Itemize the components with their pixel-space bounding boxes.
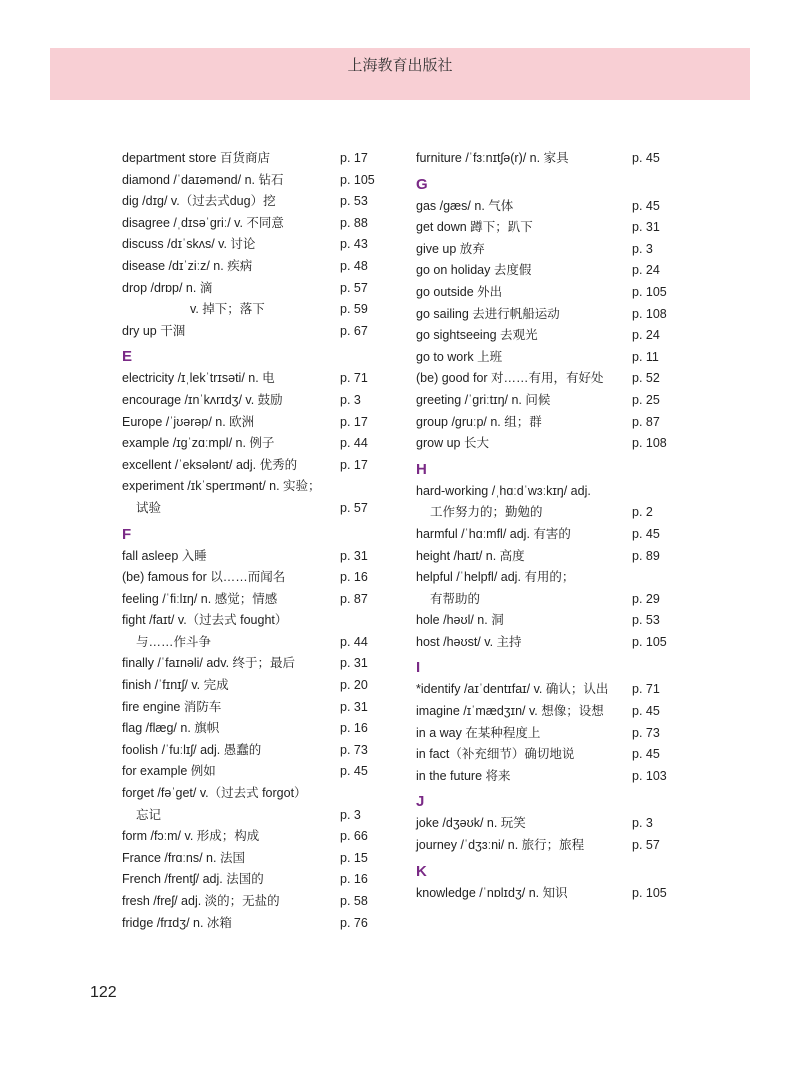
- section-letter: I: [416, 659, 421, 677]
- glossary-entry: [122, 455, 392, 477]
- entry-page-ref: p. 17: [340, 457, 368, 472]
- entry-page-ref: p. 16: [340, 872, 368, 887]
- entry-term: 有帮助的: [430, 591, 481, 606]
- entry-term: discuss /dɪˈskʌs/ v. 讨论: [122, 237, 256, 252]
- glossary-entry: [122, 783, 392, 805]
- glossary-entry: [416, 217, 686, 239]
- section-letter: K: [416, 862, 427, 880]
- entry-term: for example 例如: [122, 764, 216, 779]
- glossary-entry: [122, 213, 392, 235]
- glossary-entry: [122, 299, 392, 321]
- glossary-entry: [416, 148, 686, 170]
- entry-page-ref: p. 105: [632, 284, 667, 299]
- entry-term: finish /ˈfɪnɪʃ/ v. 完成: [122, 678, 229, 693]
- entry-term: knowledge /ˈnɒlɪdʒ/ n. 知识: [416, 885, 568, 900]
- entry-page-ref: p. 44: [340, 634, 368, 649]
- entry-term: dig /dɪg/ v.（过去式dug）挖: [122, 194, 276, 209]
- entry-page-ref: p. 17: [340, 414, 368, 429]
- entry-term: department store 百货商店: [122, 151, 270, 165]
- entry-term: finally /ˈfaɪnəli/ adv. 终于；最后: [122, 656, 296, 671]
- entry-page-ref: p. 45: [632, 526, 660, 541]
- entry-page-ref: p. 71: [340, 371, 368, 386]
- entry-page-ref: p. 3: [340, 807, 361, 822]
- glossary-entry: [416, 546, 686, 568]
- entry-term: excellent /ˈeksələnt/ adj. 优秀的: [122, 457, 298, 472]
- entry-term: height /haɪt/ n. 高度: [416, 548, 525, 563]
- entry-term: forget /fəˈget/ v.（过去式 forgot）: [122, 786, 307, 801]
- glossary-entry: [416, 632, 686, 654]
- glossary-entry: [122, 610, 392, 632]
- entry-page-ref: p. 44: [340, 436, 368, 451]
- entry-term: flag /flæg/ n. 旗帜: [122, 721, 220, 736]
- glossary-entry: [122, 567, 392, 589]
- glossary-entry: [416, 567, 686, 589]
- entry-term: feeling /ˈfiːlɪŋ/ n. 感觉；情感: [122, 591, 278, 606]
- entry-term: go sightseeing 去观光: [416, 328, 538, 343]
- entry-term: fight /faɪt/ v.（过去式 fought）: [122, 613, 288, 628]
- entry-page-ref: p. 59: [340, 302, 368, 317]
- glossary-entry: [122, 718, 392, 740]
- entry-page-ref: p. 108: [632, 436, 667, 451]
- glossary-entry: [122, 278, 392, 300]
- glossary-entry: [416, 412, 686, 434]
- section-letter: H: [416, 460, 427, 478]
- glossary-entry: [122, 826, 392, 848]
- entry-term: hard-working /ˌhɑːdˈwɜːkɪŋ/ adj.: [416, 483, 591, 498]
- glossary-entry: [416, 723, 686, 745]
- glossary-entry: [122, 675, 392, 697]
- glossary-entry: [416, 744, 686, 766]
- entry-term: greeting /ˈgriːtɪŋ/ n. 问候: [416, 392, 551, 407]
- entry-page-ref: p. 105: [632, 885, 667, 900]
- entry-term: France /frɑːns/ n. 法国: [122, 850, 245, 865]
- glossary-entry: [122, 476, 392, 498]
- entry-page-ref: p. 29: [632, 591, 660, 606]
- glossary-entry: [122, 433, 392, 455]
- entry-term: electricity /ɪˌlekˈtrɪsəti/ n. 电: [122, 371, 275, 386]
- entry-page-ref: p. 52: [632, 371, 660, 386]
- entry-term: v. 掉下；落下: [190, 302, 265, 317]
- glossary-entry: [122, 891, 392, 913]
- entry-term: fall asleep 入睡: [122, 548, 207, 563]
- section-letter: G: [416, 175, 428, 193]
- entry-term: 试验: [136, 500, 162, 515]
- entry-page-ref: p. 48: [340, 258, 368, 273]
- entry-term: dry up 干涸: [122, 323, 186, 338]
- entry-term: in fact（补充细节）确切地说: [416, 747, 575, 762]
- entry-term: fire engine 消防车: [122, 699, 222, 714]
- entry-page-ref: p. 76: [340, 915, 368, 930]
- glossary-entry: [416, 260, 686, 282]
- glossary-entry: [416, 766, 686, 788]
- glossary-entry: [416, 589, 686, 611]
- glossary-entry: [416, 883, 686, 905]
- entry-term: harmful /ˈhɑːmfl/ adj. 有害的: [416, 526, 571, 541]
- entry-term: fresh /freʃ/ adj. 淡的；无盐的: [122, 894, 280, 908]
- glossary-entry: [122, 191, 392, 213]
- glossary-entry: [416, 524, 686, 546]
- entry-term: disagree /ˌdɪsəˈgriː/ v. 不同意: [122, 215, 284, 230]
- entry-page-ref: p. 88: [340, 215, 368, 230]
- entry-page-ref: p. 87: [632, 414, 660, 429]
- glossary-entry: [122, 546, 392, 568]
- entry-term: group /gruːp/ n. 组；群: [416, 414, 542, 429]
- glossary-entry: [122, 170, 392, 192]
- entry-page-ref: p. 105: [340, 172, 375, 187]
- entry-page-ref: p. 71: [632, 682, 660, 697]
- glossary-entry: [416, 502, 686, 524]
- glossary-entry: [122, 589, 392, 611]
- entry-page-ref: p. 24: [632, 263, 660, 278]
- entry-term: journey /ˈdʒɜːni/ n. 旅行；旅程: [416, 838, 585, 853]
- entry-page-ref: p. 57: [340, 280, 368, 295]
- entry-page-ref: p. 57: [340, 500, 368, 515]
- entry-page-ref: p. 53: [340, 194, 368, 209]
- entry-page-ref: p. 103: [632, 768, 667, 783]
- glossary-entry: [122, 321, 392, 343]
- entry-page-ref: p. 45: [632, 151, 660, 165]
- entry-page-ref: p. 17: [340, 151, 368, 165]
- entry-page-ref: p. 105: [632, 634, 667, 649]
- entry-page-ref: p. 73: [632, 725, 660, 740]
- entry-page-ref: p. 45: [632, 198, 660, 213]
- entry-term: in the future 将来: [416, 768, 511, 783]
- glossary-entry: [416, 368, 686, 390]
- glossary-entry: [122, 848, 392, 870]
- entry-page-ref: p. 45: [340, 764, 368, 779]
- entry-page-ref: p. 31: [632, 220, 660, 235]
- glossary-entry: [122, 761, 392, 783]
- entry-term: imagine /ɪˈmædʒɪn/ v. 想像；设想: [416, 704, 604, 719]
- entry-page-ref: p. 3: [340, 392, 361, 407]
- entry-page-ref: p. 89: [632, 548, 660, 563]
- entry-term: diamond /ˈdaɪəmənd/ n. 钻石: [122, 172, 284, 187]
- entry-page-ref: p. 15: [340, 850, 368, 865]
- entry-term: fridge /frɪdʒ/ n. 冰箱: [122, 915, 232, 930]
- glossary-entry: [122, 498, 392, 520]
- glossary-entry: [416, 610, 686, 632]
- entry-page-ref: p. 45: [632, 704, 660, 719]
- entry-page-ref: p. 16: [340, 570, 368, 585]
- entry-term: furniture /ˈfɜːnɪtʃə(r)/ n. 家具: [416, 151, 569, 165]
- glossary-entry: [122, 412, 392, 434]
- entry-term: 忘记: [136, 807, 162, 822]
- entry-term: go on holiday 去度假: [416, 263, 532, 278]
- glossary-entry: [416, 481, 686, 503]
- entry-term: get down 蹲下；趴下: [416, 220, 533, 235]
- entry-page-ref: p. 31: [340, 656, 368, 671]
- entry-page-ref: p. 20: [340, 678, 368, 693]
- glossary-entry: [416, 239, 686, 261]
- glossary-entry: [416, 835, 686, 857]
- entry-term: *identify /aɪˈdentɪfaɪ/ v. 确认；认出: [416, 682, 609, 697]
- section-letter: E: [122, 348, 133, 366]
- glossary-left-column: [122, 148, 392, 934]
- entry-term: disease /dɪˈziːz/ n. 疾病: [122, 258, 253, 273]
- entry-term: go outside 外出: [416, 284, 503, 299]
- entry-page-ref: p. 2: [632, 505, 653, 520]
- entry-term: (be) famous for 以……而闻名: [122, 570, 286, 585]
- entry-term: foolish /ˈfuːlɪʃ/ adj. 愚蠢的: [122, 742, 262, 757]
- entry-page-ref: p. 24: [632, 328, 660, 343]
- publisher-name: 上海教育出版社: [347, 56, 453, 74]
- glossary-entry: [416, 325, 686, 347]
- glossary-entry: [416, 433, 686, 455]
- entry-page-ref: p. 31: [340, 699, 368, 714]
- entry-page-ref: p. 43: [340, 237, 368, 252]
- entry-term: Europe /ˈjʊərəp/ n. 欧洲: [122, 414, 255, 429]
- entry-page-ref: p. 87: [340, 591, 368, 606]
- entry-page-ref: p. 45: [632, 747, 660, 762]
- section-letter: F: [122, 525, 132, 543]
- entry-page-ref: p. 67: [340, 323, 368, 338]
- entry-term: example /ɪgˈzɑːmpl/ n. 例子: [122, 436, 275, 451]
- entry-page-ref: p. 57: [632, 838, 660, 853]
- entry-page-ref: p. 58: [340, 894, 368, 908]
- entry-term: give up 放弃: [416, 241, 485, 256]
- entry-page-ref: p. 73: [340, 742, 368, 757]
- glossary-entry: [122, 390, 392, 412]
- glossary-entry: [122, 697, 392, 719]
- entry-term: gas /gæs/ n. 气体: [416, 198, 514, 213]
- entry-term: host /həʊst/ v. 主持: [416, 634, 522, 649]
- entry-page-ref: p. 66: [340, 829, 368, 844]
- glossary-entry: [122, 368, 392, 390]
- entry-page-ref: p. 53: [632, 613, 660, 628]
- glossary-entry: [416, 390, 686, 412]
- entry-page-ref: p. 25: [632, 392, 660, 407]
- entry-term: go sailing 去进行帆船运动: [416, 306, 560, 321]
- section-letter: J: [416, 793, 425, 811]
- entry-page-ref: p. 11: [632, 349, 659, 364]
- page-number: 122: [90, 984, 117, 1001]
- header-band: [50, 48, 750, 100]
- glossary-entry: [122, 805, 392, 827]
- glossary-entry: [122, 632, 392, 654]
- glossary-right-column: [416, 148, 686, 904]
- entry-term: joke /dʒəʊk/ n. 玩笑: [416, 816, 526, 831]
- entry-term: experiment /ɪkˈsperɪmənt/ n. 实验；: [122, 479, 321, 494]
- glossary-entry: [416, 304, 686, 326]
- entry-term: 与……作斗争: [136, 634, 212, 649]
- glossary-entry: [122, 148, 392, 170]
- entry-term: helpful /ˈhelpfl/ adj. 有用的；: [416, 570, 575, 585]
- entry-page-ref: p. 3: [632, 816, 653, 831]
- entry-term: 工作努力的；勤勉的: [430, 505, 543, 520]
- entry-term: in a way 在某种程度上: [416, 725, 541, 740]
- entry-term: French /frentʃ/ adj. 法国的: [122, 872, 264, 887]
- entry-page-ref: p. 108: [632, 306, 667, 321]
- glossary-entry: [122, 740, 392, 762]
- entry-term: form /fɔːm/ v. 形成；构成: [122, 829, 260, 844]
- glossary-entry: [416, 679, 686, 701]
- entry-term: grow up 长大: [416, 436, 489, 451]
- entry-term: go to work 上班: [416, 349, 503, 364]
- glossary-entry: [122, 256, 392, 278]
- entry-term: drop /drɒp/ n. 滴: [122, 280, 213, 295]
- glossary-entry: [416, 347, 686, 369]
- entry-page-ref: p. 3: [632, 241, 653, 256]
- glossary-entry: [122, 234, 392, 256]
- entry-term: encourage /ɪnˈkʌrɪdʒ/ v. 鼓励: [122, 392, 283, 407]
- entry-page-ref: p. 16: [340, 721, 368, 736]
- entry-term: hole /həʊl/ n. 洞: [416, 613, 504, 628]
- entry-page-ref: p. 31: [340, 548, 368, 563]
- glossary-entry: [416, 196, 686, 218]
- entry-term: (be) good for 对……有用，有好处: [416, 371, 604, 386]
- glossary-entry: [122, 913, 392, 935]
- glossary-entry: [416, 701, 686, 723]
- glossary-entry: [122, 869, 392, 891]
- glossary-entry: [416, 282, 686, 304]
- glossary-entry: [122, 653, 392, 675]
- glossary-entry: [416, 813, 686, 835]
